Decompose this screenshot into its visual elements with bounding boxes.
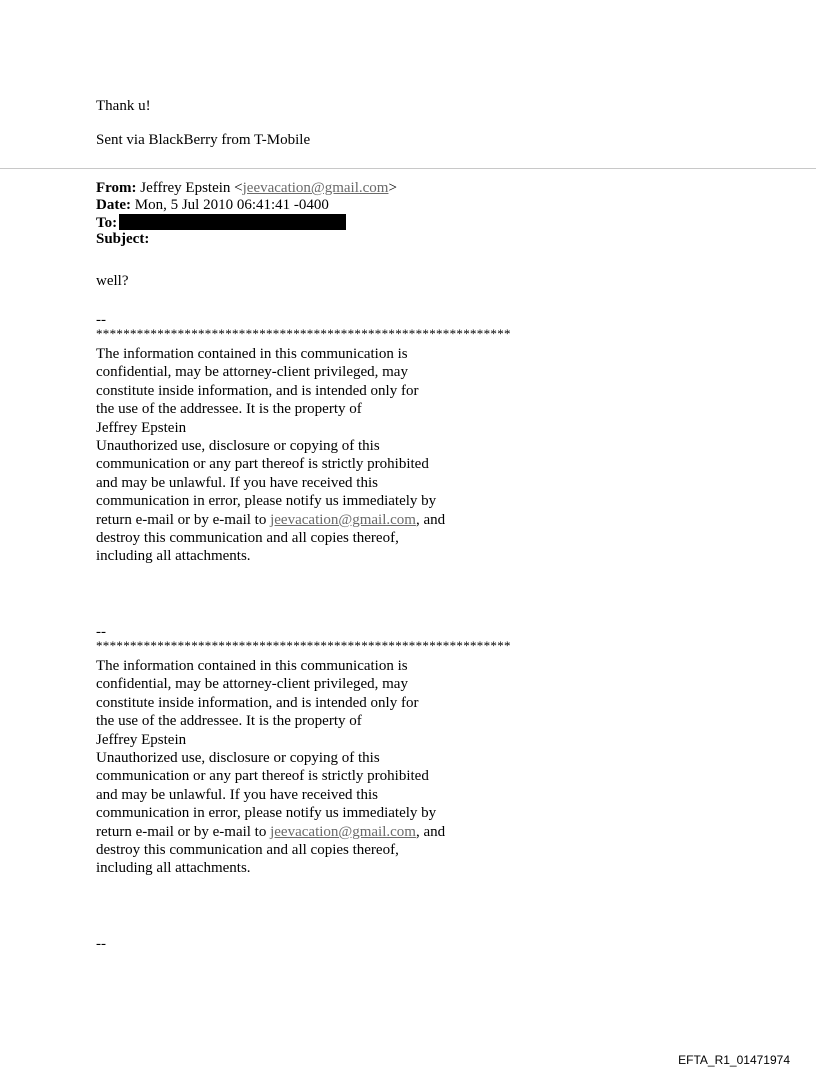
disclaimer-line: communication in error, please notify us immediately by [96,805,437,822]
date-label: Date: [96,197,131,213]
disclaimer-line: including all attachments. [96,860,251,877]
from-email-link[interactable]: jeevacation@gmail.com [242,180,389,196]
disclaimer-block-2 [96,623,511,878]
disclaimer-email-link[interactable]: jeevacation@gmail.com [270,511,416,528]
disclaimer-line: constitute inside information, and is intended only for [96,694,419,711]
disclaimer-line: communication or any part thereof is strictly prohibited [96,456,429,473]
disclaimer-line: Unauthorized use, disclosure or copying of this [96,750,380,767]
disclaimer-line: confidential, may be attorney-client privileged, may [96,676,408,693]
redaction-bar [119,214,346,230]
disclaimer-line: destroy this communication and all copies thereof, [96,842,399,859]
to-row [96,214,397,231]
closing-dash: -- [96,936,106,952]
subject-row [96,231,397,248]
disclaimer-email-line [96,511,511,529]
disclaimer-line: communication or any part thereof is strictly prohibited [96,768,429,785]
disclaimer-block-1 [96,311,511,566]
disclaimer-line: confidential, may be attorney-client privileged, may [96,364,408,381]
disclaimer-line: Jeffrey Epstein [96,419,187,436]
from-row [96,180,397,197]
reply-message: Thank u! [96,98,151,114]
reply-signature: Sent via BlackBerry from T-Mobile [96,132,311,148]
document-id: EFTA_R1_01471974 [678,1053,790,1067]
email-prefix: return e-mail or by e-mail to [96,511,271,528]
email-suffix: , and [415,823,446,840]
disclaimer-line: communication in error, please notify us immediately by [96,493,437,510]
from-name: Jeffrey Epstein < [140,180,243,196]
divider [0,168,816,169]
disclaimer-line: Jeffrey Epstein [96,731,187,748]
disclaimer-line: Unauthorized use, disclosure or copying of this [96,438,380,455]
date-value: Mon, 5 Jul 2010 06:41:41 -0400 [134,197,329,213]
email-suffix: , and [415,511,446,528]
signature-dash: -- [96,312,106,328]
disclaimer-line: including all attachments. [96,548,251,565]
disclaimer-line: the use of the addressee. It is the property of [96,713,362,730]
disclaimer-line: and may be unlawful. If you have received this [96,786,378,803]
email-header [96,180,397,248]
disclaimer-line: constitute inside information, and is intended only for [96,382,419,399]
stars-line: ************************************************************* [96,326,511,341]
disclaimer-line: The information contained in this communication is [96,658,408,674]
disclaimer-line: and may be unlawful. If you have received this [96,474,378,491]
email-prefix: return e-mail or by e-mail to [96,823,271,840]
disclaimer-email-link[interactable]: jeevacation@gmail.com [270,823,416,840]
stars-line: ************************************************************* [96,638,511,653]
disclaimer-line: destroy this communication and all copies thereof, [96,530,399,547]
disclaimer-line: The information contained in this communication is [96,346,408,362]
subject-label: Subject: [96,231,150,247]
from-close: > [388,180,397,196]
signature-dash: -- [96,624,106,640]
from-label: From: [96,180,137,196]
to-label: To: [96,215,118,231]
disclaimer-email-line [96,823,511,841]
date-row [96,197,397,214]
email-body: well? [96,273,129,289]
disclaimer-line: the use of the addressee. It is the property of [96,401,362,418]
